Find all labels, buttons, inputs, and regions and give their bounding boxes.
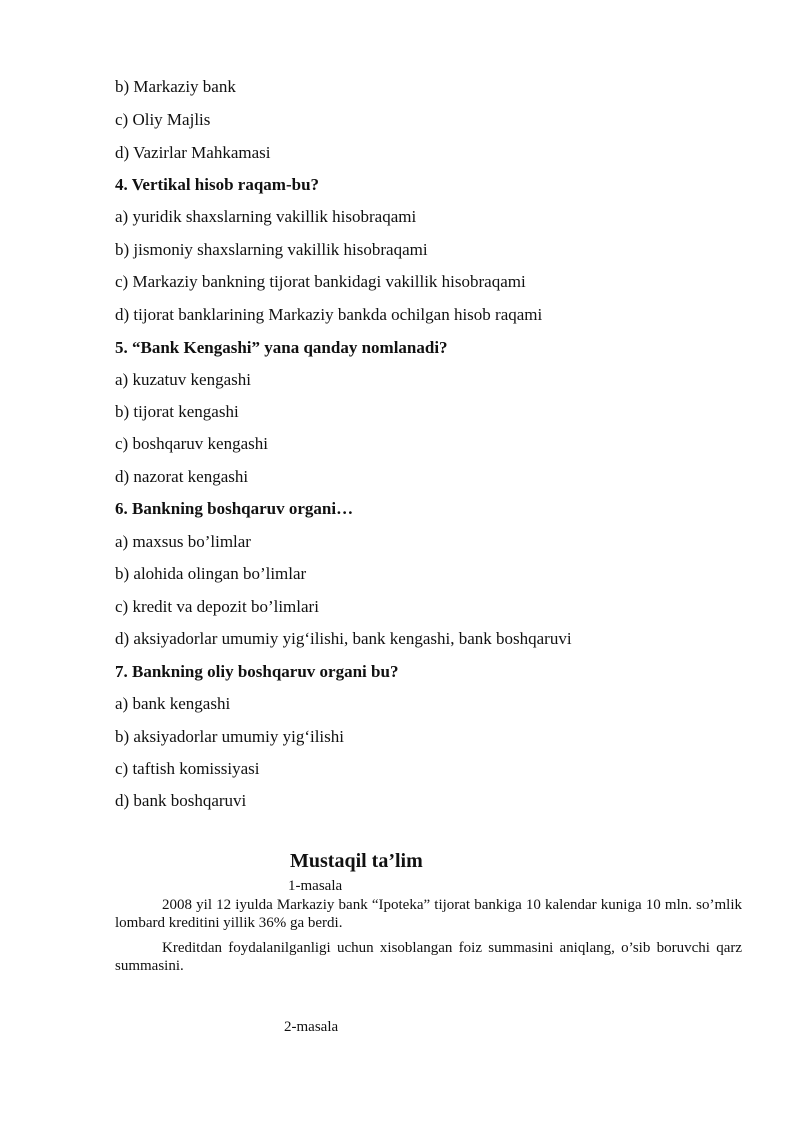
answer-option: d) nazorat kengashi <box>115 467 249 486</box>
task-paragraph: 2008 yil 12 iyulda Markaziy bank “Ipoteka” tijorat bankiga 10 kalendar kuniga 10 mln. so’mlik lombard kreditini yillik 36% ga berdi. <box>115 897 742 931</box>
answer-option: b) Markaziy bank <box>115 77 236 96</box>
answer-option: a) kuzatuv kengashi <box>115 370 251 389</box>
task-label: 2-masala <box>284 1019 339 1035</box>
question-heading: 4. Vertikal hisob raqam-bu? <box>115 175 320 194</box>
answer-option: a) yuridik shaxslarning vakillik hisobraqami <box>115 207 417 226</box>
answer-option: b) tijorat kengashi <box>115 402 239 421</box>
answer-option: d) Vazirlar Mahkamasi <box>115 143 271 162</box>
question-heading: 7. Bankning oliy boshqaruv organi bu? <box>115 662 399 681</box>
answer-option: a) bank kengashi <box>115 694 231 713</box>
answer-option: c) Markaziy bankning tijorat bankidagi vakillik hisobraqami <box>115 272 526 291</box>
answer-option: c) Oliy Majlis <box>115 110 211 129</box>
answer-option: c) boshqaruv kengashi <box>115 434 268 453</box>
section-title: Mustaqil ta’lim <box>290 850 423 872</box>
answer-option: a) maxsus bo’limlar <box>115 532 251 551</box>
task-paragraph: Kreditdan foydalanilganligi uchun xisoblangan foiz summasini aniqlang, o’sib boruvchi qarz summasini. <box>115 940 742 974</box>
answer-option: b) alohida olingan bo’limlar <box>115 564 307 583</box>
answer-option: b) aksiyadorlar umumiy yig‘ilishi <box>115 727 344 746</box>
answer-option: d) tijorat banklarining Markaziy bankda ochilgan hisob raqami <box>115 305 543 324</box>
answer-option: d) bank boshqaruvi <box>115 791 247 810</box>
question-heading: 5. “Bank Kengashi” yana qanday nomlanadi? <box>115 338 448 357</box>
answer-option: d) aksiyadorlar umumiy yig‘ilishi, bank kengashi, bank boshqaruvi <box>115 629 572 648</box>
question-heading: 6. Bankning boshqaruv organi… <box>115 499 354 518</box>
answer-option: b) jismoniy shaxslarning vakillik hisobraqami <box>115 240 428 259</box>
task-label: 1-masala <box>288 878 343 894</box>
answer-option: c) kredit va depozit bo’limlari <box>115 597 319 616</box>
answer-option: c) taftish komissiyasi <box>115 759 260 778</box>
